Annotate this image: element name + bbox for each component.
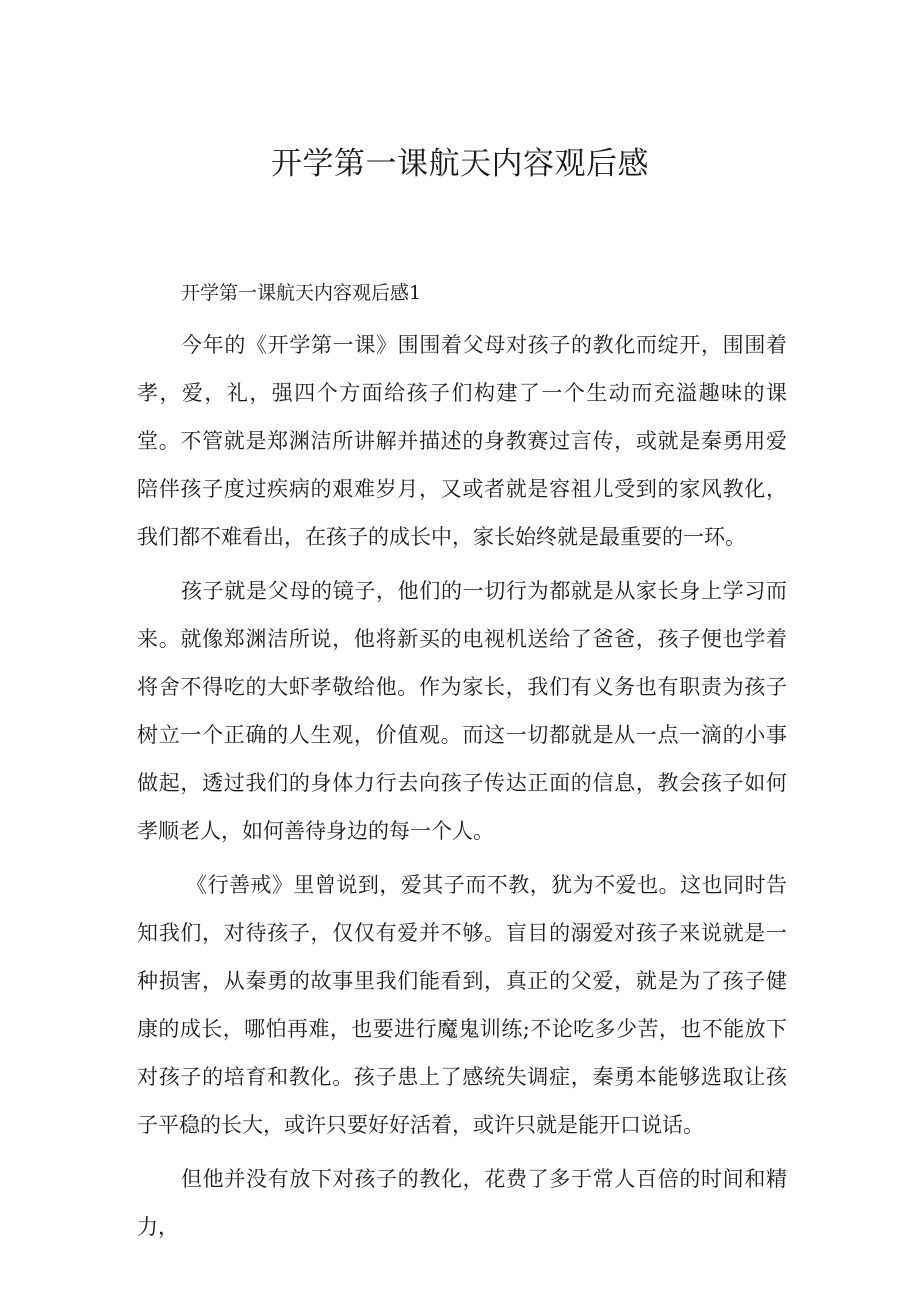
document-title: 开学第一课航天内容观后感 <box>271 146 649 182</box>
paragraph: 孩子就是父母的镜子，他们的一切行为都就是从家长身上学习而来。就像郑渊洁所说，他将新买的电视机送给了爸爸，孩子便也学着将舍不得吃的大虾孝敬给他。作为家长，我们有义务也有职责为孩子树立一个正确的人生观，价值观。而这一切都就是从一点一滴的小事做起，透过我们的身体力行去向孩子传达正面的信息，教会孩子如何孝顺老人，如何善待身边的每一个人。 <box>137 579 787 843</box>
section-heading: 开学第一课航天内容观后感1 <box>181 282 422 304</box>
paragraph: 今年的《开学第一课》围围着父母对孩子的教化而绽开，围围着孝，爱，礼，强四个方面给孩子们构建了一个生动而充溢趣味的课堂。不管就是郑渊洁所讲解并描述的身教赛过言传，或就是秦勇用爱陪伴孩子度过疾病的艰难岁月，又或者就是容祖儿受到的家风教化，我们都不难看出，在孩子的成长中，家长始终就是最重要的一环。 <box>137 333 787 549</box>
paragraph: 但他并没有放下对孩子的教化，花费了多于常人百倍的时间和精力， <box>137 1167 787 1239</box>
paragraph: 《行善戒》里曾说到，爱其子而不教，犹为不爱也。这也同时告知我们，对待孩子，仅仅有爱并不够。盲目的溺爱对孩子来说就是一种损害，从秦勇的故事里我们能看到，真正的父爱，就是为了孩子健康的成长，哪怕再难，也要进行魔鬼训练;不论吃多少苦，也不能放下对孩子的培育和教化。孩子患上了感统失调症，秦勇本能够选取让孩子平稳的长大，或许只要好好活着，或许只就是能开口说话。 <box>137 873 787 1137</box>
document-body <box>137 321 787 1257</box>
